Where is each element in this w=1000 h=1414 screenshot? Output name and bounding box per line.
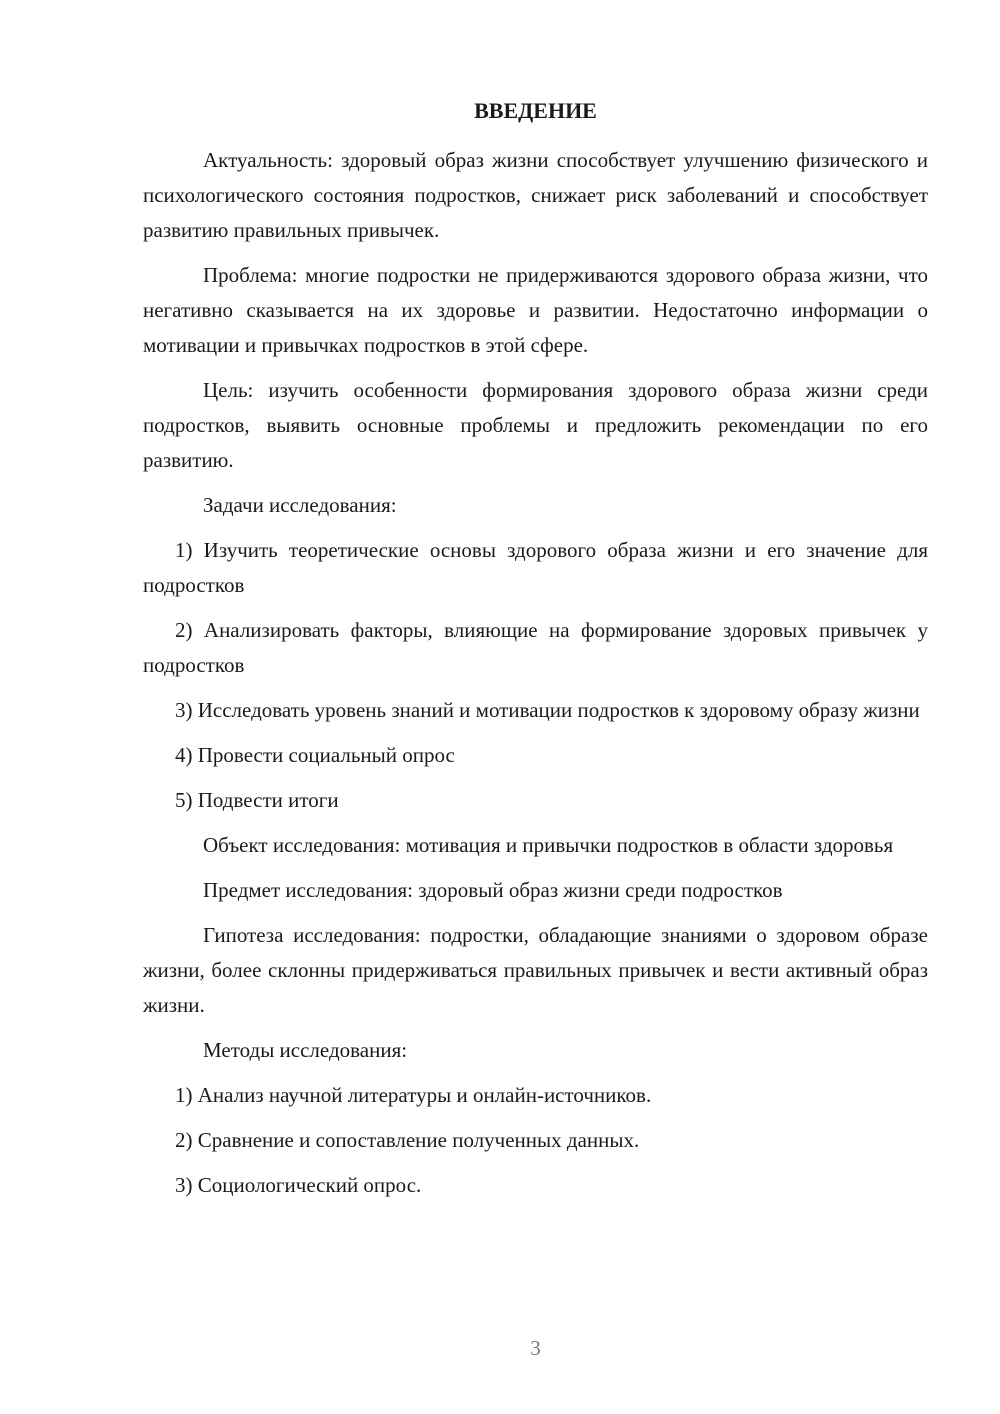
paragraph-methods-heading: Методы исследования: <box>203 1038 408 1062</box>
paragraph-relevance: Актуальность: здоровый образ жизни способствует улучшению физического и психологического состояния подростков, снижает риск заболеваний и способствует развитию правильных привычек. <box>143 148 928 242</box>
list-item-task-1: 1) Изучить теоретические основы здорового образа жизни и его значение для подростков <box>143 538 928 597</box>
list-item-task-5: 5) Подвести итоги <box>175 788 339 812</box>
page-number: 3 <box>530 1336 541 1360</box>
document-page <box>143 0 928 1414</box>
paragraph-goal: Цель: изучить особенности формирования здорового образа жизни среди подростков, выявить основные проблемы и предложить рекомендации по его развитию. <box>143 378 928 472</box>
document-body <box>143 143 928 1213</box>
list-item-task-4: 4) Провести социальный опрос <box>175 743 455 767</box>
list-item-method-3: 3) Социологический опрос. <box>175 1173 422 1197</box>
paragraph-subject: Предмет исследования: здоровый образ жизни среди подростков <box>203 878 783 902</box>
list-item-method-2: 2) Сравнение и сопоставление полученных данных. <box>175 1128 640 1152</box>
paragraph-object: Объект исследования: мотивация и привычки подростков в области здоровья <box>203 833 894 857</box>
list-item-task-3: 3) Исследовать уровень знаний и мотивации подростков к здоровому образу жизни <box>175 698 920 722</box>
page-title: ВВЕДЕНИЕ <box>474 98 597 123</box>
paragraph-problem: Проблема: многие подростки не придерживаются здорового образа жизни, что негативно сказывается на их здоровье и развитии. Недостаточно информации о мотивации и привычках подростков в этой сфере. <box>143 263 928 357</box>
list-item-task-2: 2) Анализировать факторы, влияющие на формирование здоровых привычек у подростков <box>143 618 928 677</box>
paragraph-hypothesis: Гипотеза исследования: подростки, обладающие знаниями о здоровом образе жизни, более склонны придерживаться правильных привычек и вести активный образ жизни. <box>143 923 928 1017</box>
paragraph-tasks-heading: Задачи исследования: <box>203 493 397 517</box>
list-item-method-1: 1) Анализ научной литературы и онлайн-источников. <box>175 1083 652 1107</box>
